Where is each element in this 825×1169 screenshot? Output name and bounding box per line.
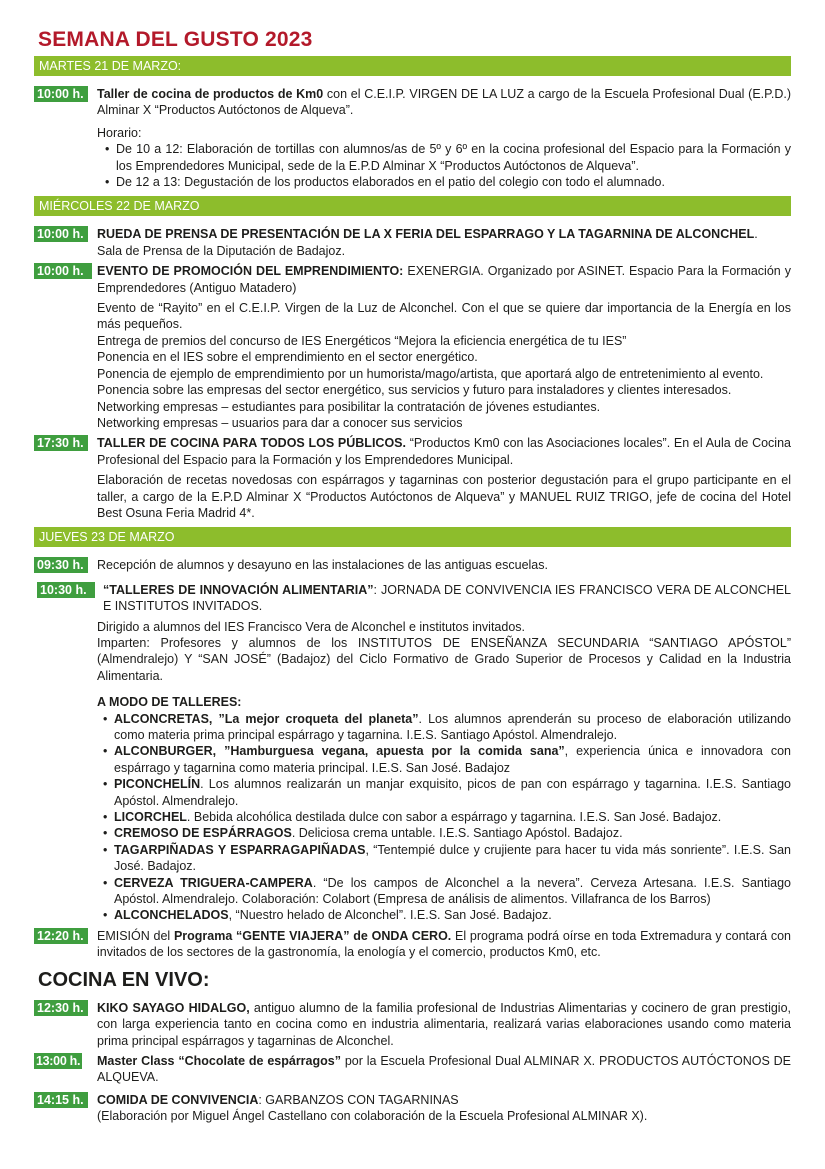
event-text: Sala de Prensa de la Diputación de Badajoz. [97, 243, 346, 258]
taller-name: LICORCHEL [114, 810, 187, 825]
list-item [103, 809, 791, 825]
event-title-dot: . [754, 227, 758, 242]
event-d1-1-details [97, 119, 791, 191]
taller-desc: . Los alumnos aprenderán su proceso de elaboración utilizando como materia prima principal espárrago y tagarnina. I.E.S. Santiago Apóstol. Almendralejo. [114, 711, 791, 742]
taller-desc: , experiencia única e innovadora con espárrago y tagarnina como materia principal. I.E.S. San José. Badajoz [114, 744, 792, 775]
event-text: antiguo alumno de la familia profesional de Industrias Alimentarias y cocinero de gran prestigio, con larga experiencia tanto en cocina como en industria alimentaria, realizará varias elaboraciones usando como materia prima principal espárragos y tagarninas de Alconchel. [97, 1000, 791, 1048]
list-item [103, 842, 791, 875]
time-badge: 13:00 h. [36, 1053, 81, 1068]
event-title: Programa “GENTE VIAJERA” de ONDA CERO. [173, 928, 452, 943]
event-d2-3 [34, 435, 791, 468]
event-c-3 [34, 1092, 791, 1125]
time-badge: 10:00 h. [34, 86, 88, 102]
taller-desc: , “Tentempié dulce y crujiente para hacer tu vida más sonriente”. I.E.S. San José. Badajoz. [114, 842, 791, 874]
day-band-jueves: JUEVES 23 DE MARZO [34, 527, 791, 547]
list-item [103, 711, 791, 744]
paragraph: Ponencia en el IES sobre el emprendimiento en el sector energético. [97, 350, 478, 365]
time-badge: 10:30 h. [37, 582, 95, 598]
taller-desc: . Los alumnos realizarán un manjar exquisito, picos de pan con espárrago y tagarnina. I.E.S. Santiago Apóstol. Almendralejo. [114, 777, 791, 808]
paragraph: Evento de “Rayito” en el C.E.I.P. Virgen de la Luz de Alconchel. Con el que se quiere dar importancia de la Energía en los más pequeños. [97, 301, 791, 332]
time-badge: 09:30 h. [34, 557, 88, 573]
event-title: COMIDA DE CONVIVENCIA [97, 1092, 259, 1107]
taller-desc: , “Nuestro helado de Alconchel”. I.E.S. San José. Badajoz. [228, 908, 552, 923]
time-badge: 10:00 h. [34, 226, 88, 242]
event-text: con el C.E.I.P. VIRGEN DE LA LUZ a cargo de la Escuela Profesional Dual (E.P.D.) Alminar X “Productos Autóctonos de Alqueva”. [97, 87, 791, 118]
event-d3-1 [34, 557, 791, 573]
time-badge: 12:30 h. [34, 1000, 88, 1016]
list-item: • De 10 a 12: Elaboración de tortillas con alumnos/as de 5º y 6º en la cocina profesional del Espacio para la Formación y los Emprendedores Municipal, sede de la E.P.D Alminar X “Productos Autóctonos de Alqueva”. [105, 141, 791, 174]
event-text: El programa podrá oírse en toda Extremadura y contará con invitados de los sectores de la gastronomía, la enología y el comercio, productos Km0, etc. [97, 928, 791, 960]
event-text: “Productos Km0 con las Asociaciones locales”. En el Aula de Cocina Profesional del Espacio para la Formación y los Emprendedores Municipal. [97, 436, 791, 467]
taller-name: ALCONCHELADOS [114, 908, 229, 923]
event-text: : JORNADA DE CONVIVENCIA IES FRANCISCO VERA DE ALCONCHEL E INSTITUTOS INVITADOS. [103, 582, 791, 614]
talleres-heading: A MODO DE TALLERES: [97, 695, 242, 710]
paragraph: Ponencia sobre las empresas del sector energético, sus servicios y futuro para instaladores y clientes interesados. [97, 383, 732, 398]
event-text: (Elaboración por Miguel Ángel Castellano con colaboración de la Escuela Profesional ALMINAR X). [97, 1109, 648, 1124]
time-badge: 12:20 h. [34, 928, 88, 944]
event-d2-2-details [97, 296, 791, 431]
list-item [103, 743, 791, 776]
taller-name: CREMOSO DE ESPÁRRAGOS [114, 826, 292, 841]
event-title: RUEDA DE PRENSA DE PRESENTACIÓN DE LA X FERIA DEL ESPARRAGO Y LA TAGARNINA DE ALCONCHEL [97, 227, 755, 242]
section-title-cocina: COCINA EN VIVO: [38, 968, 210, 991]
event-title: Master Class “Chocolate de espárragos” [97, 1053, 341, 1068]
event-d3-2-details [97, 615, 791, 924]
taller-name: TAGARPIÑADAS Y ESPARRAGAPIÑADAS [114, 842, 366, 857]
event-title: TALLER DE COCINA PARA TODOS LOS PÚBLICOS. [97, 436, 406, 451]
taller-desc: . “De los campos de Alconchel a la nevera”. Cerveza Artesana. I.E.S. Santiago Apóstol. Almendralejo. Colaboración: Colabort (Empresa de análisis de alimentos. Villafranca de los Barros) [114, 875, 791, 907]
paragraph: Entrega de premios del concurso de IES Energéticos “Mejora la eficiencia energética de tu IES” [97, 333, 627, 348]
paragraph: Dirigido a alumnos del IES Francisco Vera de Alconchel e institutos invitados. [97, 619, 526, 634]
time-badge: 17:30 h. [34, 435, 88, 451]
event-text: por la Escuela Profesional Dual ALMINAR X. PRODUCTOS AUTÓCTONOS DE ALQUEVA. [97, 1053, 791, 1085]
event-title: Taller de cocina de productos de Km0 [97, 87, 324, 101]
event-d2-2 [34, 263, 791, 296]
event-d1-1 [34, 86, 791, 119]
time-badge: 10:00 h. [34, 263, 92, 279]
taller-desc: . Bebida alcohólica destilada dulce con sabor a espárrago y tagarnina. I.E.S. San José. Badajoz. [186, 810, 722, 825]
taller-name: CERVEZA TRIGUERA-CAMPERA [114, 875, 313, 890]
event-title: KIKO SAYAGO HIDALGO, [97, 1000, 250, 1015]
event-d2-3-details [97, 468, 791, 521]
paragraph: Elaboración de recetas novedosas con espárragos y tagarninas con posterior degustación para el grupo participante en el taller, a cargo de la E.P.D Alminar X “Productos Autóctonos de Alqueva” y MANUEL RUIZ TRIGO, jefe de cocina del Hotel Best Osuna Feria Madrid 4*. [97, 473, 791, 520]
taller-name: PICONCHELÍN [114, 777, 201, 792]
event-title: EVENTO DE PROMOCIÓN DEL EMPRENDIMIENTO: [97, 264, 404, 279]
event-c-1 [34, 1000, 791, 1049]
time-badge: 14:15 h. [34, 1092, 88, 1108]
event-d3-3 [34, 928, 791, 961]
list-item [103, 825, 791, 841]
day-band-miercoles: MIÉRCOLES 22 DE MARZO [34, 196, 791, 216]
event-text: Recepción de alumnos y desayuno en las instalaciones de las antiguas escuelas. [97, 558, 548, 573]
event-text: EXENERGIA. Organizado por ASINET. Espacio Para la Formación y Emprendedores (Antiguo Matadero) [97, 264, 791, 295]
paragraph: Networking empresas – usuarios para dar a conocer sus servicios [97, 415, 463, 430]
list-item [103, 776, 791, 809]
event-text: EMISIÓN del [97, 928, 174, 943]
horario-label: Horario: [97, 125, 142, 140]
list-item [103, 875, 791, 908]
list-item [103, 907, 791, 923]
taller-desc: . Deliciosa crema untable. I.E.S. Santiago Apóstol. Badajoz. [291, 826, 623, 841]
taller-name: ALCONBURGER, ”Hamburguesa vegana, apuesta por la comida sana” [114, 744, 565, 759]
paragraph: Networking empresas – estudiantes para posibilitar la contratación de jóvenes estudiantes. [97, 399, 601, 414]
event-text: : GARBANZOS CON TAGARNINAS [258, 1092, 459, 1107]
event-d2-1 [34, 226, 791, 259]
paragraph: Imparten: Profesores y alumnos de los INSTITUTOS DE ENSEÑANZA SECUNDARIA “SANTIAGO APÓSTOL” (Almendralejo) Y “SAN JOSÉ” (Badajoz) del Ciclo Formativo de Grado Superior de Procesos y Calidad en la Industria Alimentaria. [97, 635, 791, 683]
event-d3-2 [34, 582, 791, 615]
list-item: • De 12 a 13: Degustación de los productos elaborados en el patio del colegio con todo el alumnado. [105, 174, 791, 190]
event-c-2 [34, 1053, 791, 1086]
page-title: SEMANA DEL GUSTO 2023 [38, 28, 313, 51]
event-title: “TALLERES DE INNOVACIÓN ALIMENTARIA” [103, 582, 374, 597]
taller-name: ALCONCRETAS, ”La mejor croqueta del planeta” [114, 711, 419, 726]
day-band-martes: MARTES 21 DE MARZO: [34, 56, 791, 76]
paragraph: Ponencia de ejemplo de emprendimiento por un humorista/mago/artista, que aportará algo de entretenimiento al evento. [97, 366, 764, 381]
